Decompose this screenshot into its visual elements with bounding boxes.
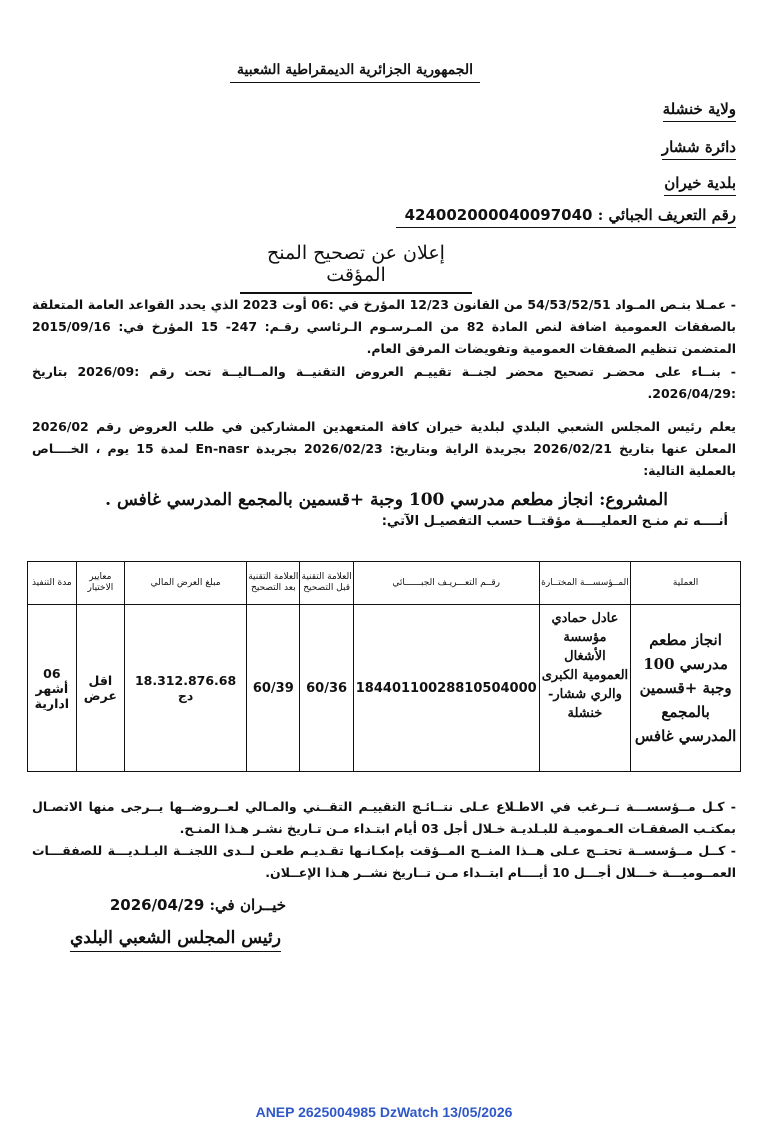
committee-minutes-paragraph: - بنــاء على محضـر تصحيح محضر لجنــة تقييـم العروض التقنيــة والمــاليــة تحت رقم :2026/09 بتاريخ :2026/04/29. [32, 364, 736, 401]
header-institution: المــؤسســـة المختــارة [539, 562, 630, 605]
tax-id-label: رقم التعريف الجبائي : [597, 206, 736, 224]
header-score-after: العلامة التقنية بعد التصحيح [247, 562, 300, 605]
header-criterion: معايير الاختيار [76, 562, 124, 605]
table-header-row [28, 562, 741, 605]
project-title: المشروع: انجاز مطعم مدرسي 100 وجبة +قسمين بالمجمع المدرسي غافس . [105, 490, 668, 510]
notice-paragraph: يعلم رئيس المجلس الشعبي البلدي لبلدية خيران كافة المتعهدين المشاركين في طلب العروض رقم 2026/02 المعلن عنها بتاريخ 2026/02/21 بجريدة الراية وبتاريخ: 2026/02/23 بجريدة En-nasr لمدة 15 يوم ، الخــــاص بالعملية التالية: [32, 419, 736, 478]
cell-institution: عادل حمادي مؤسسة الأشغال العمومية الكبرى والري ششار- خنشلة [539, 605, 630, 772]
header-score-before: العلامة التقنية قبل التصحيح [300, 562, 353, 605]
president-signature-title: رئيس المجلس الشعبي البلدي [70, 928, 281, 952]
republic-heading: الجمهورية الجزائرية الديمقراطية الشعبية [230, 62, 480, 83]
header-duration: مدة التنفيذ [28, 562, 77, 605]
daira-label: دائرة ششار [662, 138, 736, 160]
cell-score-before: 60/36 [300, 605, 353, 772]
award-subtitle: أنــــه تم منـح العمليــــة مؤقتــا حسب التفصيـل الآتي: [381, 514, 728, 529]
cell-score-after: 60/39 [247, 605, 300, 772]
cell-criterion: اقل عرض [76, 605, 124, 772]
header-amount: مبلغ العرض المالي [125, 562, 247, 605]
cell-nif: 18440110028810504000 [353, 605, 539, 772]
cell-duration: 06 أشهر ادارية [28, 605, 77, 772]
tax-id-row [396, 206, 736, 228]
anep-reference: ANEP 2625004985 DzWatch 13/05/2026 [255, 1104, 513, 1120]
appeal-paragraph: - كــل مــؤسســة تحتــج عـلى هــذا المنــح المــؤقت بإمكـانـها تقـديـم طعـن لــدى اللجنــة البـلـديـــة للصفقـــات العمــوميـــة خـــلال أجـــل 10 أيــــام ابتــداء مـن تــاريخ نشــر هـذا الإعــلان. [32, 843, 736, 880]
header-nif: رقــم التعـــريـف الجبــــــائي [353, 562, 539, 605]
wilaya-label: ولاية خنشلة [663, 100, 736, 122]
header-operation: العملية [631, 562, 741, 605]
cell-amount: 18.312.876.68 دج [125, 605, 247, 772]
announcement-title: إعلان عن تصحيح المنح المؤقت [240, 242, 472, 294]
tax-id-value: 424002000040097040 [404, 206, 593, 224]
commune-label: بلدية خيران [664, 174, 736, 196]
table-row [28, 605, 741, 772]
place-label: خيــران في: [209, 896, 286, 914]
place-date-line [110, 896, 286, 914]
results-consultation-paragraph: - كـل مــؤسســـة تــرغب في الاطـلاع عـلى نتــائـج التقييـم التقــني والمـالي لعــروضــها يــرجى منها الاتصـال بمكتـب الصفقـات العـموميـة للبـلديـة خـلال أجل 03 أيام ابتـداء مـن تـاريخ نشـر هـذا المنـح. [32, 799, 736, 836]
cell-operation: انجاز مطعم مدرسي 100 وجبة +قسمين بالمجمع المدرسي غافس [631, 605, 741, 772]
place-date: 2026/04/29 [109, 896, 205, 914]
award-table [27, 561, 741, 772]
legal-basis-paragraph: - عمـلا بنـص المـواد 54/53/52/51 من القانون 12/23 المؤرخ في :06 أوت 2023 الذي يحدد القواعد العامة المتعلقة بالصفقات العمومية اضافة لنص المادة 82 من المـرسـوم الـرئاسي رقـم: 247- 15 المؤرخ في: 2015/09/16 المتضمن تنظيم الصفقات العمومية وتفويضات المرفق العام. [32, 297, 737, 356]
